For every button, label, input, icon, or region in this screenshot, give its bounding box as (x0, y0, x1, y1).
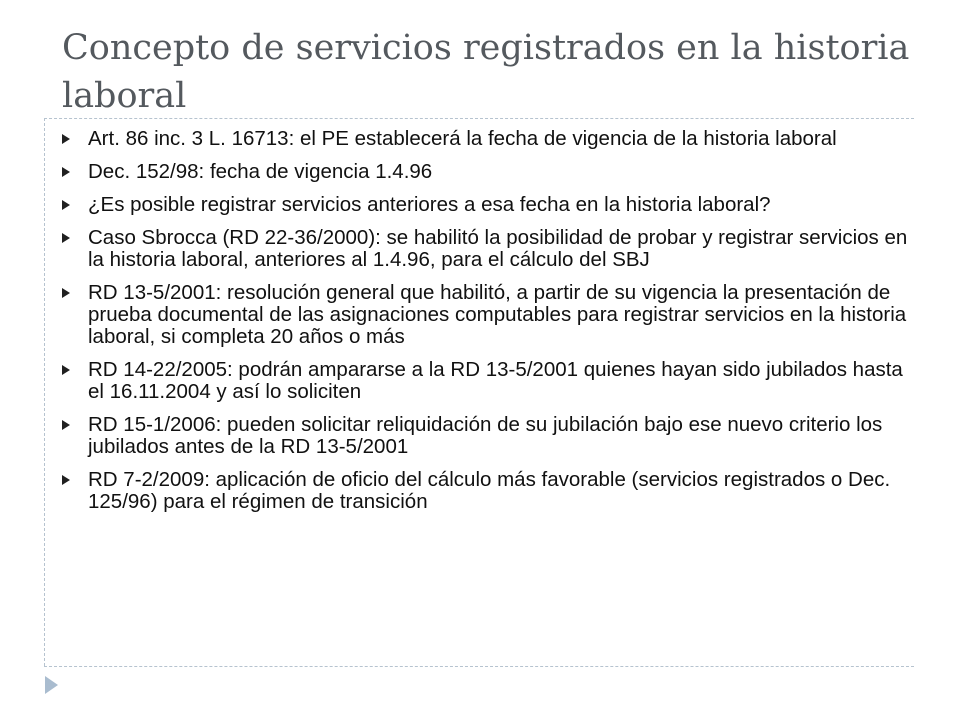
bullet-item (62, 194, 912, 216)
bullet-item (62, 227, 912, 271)
bullet-text: RD 14-22/2005: podrán ampararse a la RD 13-5/2001 quienes hayan sido jubilados hasta el 16.11.2004 y así lo soliciten (88, 358, 903, 403)
triangle-bullet-icon (62, 365, 70, 375)
bullet-text: RD 13-5/2001: resolución general que habilitó, a partir de su vigencia la presentación de prueba documental de las asignaciones computables para registrar servicios en la historia laboral, si completa 20 años o más (88, 281, 907, 348)
triangle-bullet-icon (62, 475, 70, 485)
bullet-text: Art. 86 inc. 3 L. 16713: el PE establecerá la fecha de vigencia de la historia laboral (88, 127, 837, 150)
bullet-item (62, 161, 912, 183)
bullet-list (62, 128, 912, 524)
bullet-item (62, 359, 912, 403)
bottom-divider (44, 666, 914, 667)
bullet-item (62, 282, 912, 348)
slide-title: Concepto de servicios registrados en la historia laboral (62, 28, 910, 116)
bullet-text: Caso Sbrocca (RD 22-36/2000): se habilitó la posibilidad de probar y registrar servicios en la historia laboral, anteriores al 1.4.96, para el cálculo del SBJ (88, 226, 908, 271)
triangle-bullet-icon (62, 200, 70, 210)
triangle-bullet-icon (62, 288, 70, 298)
triangle-bullet-icon (62, 167, 70, 177)
triangle-bullet-icon (62, 420, 70, 430)
triangle-bullet-icon (62, 134, 70, 144)
bullet-item (62, 414, 912, 458)
bullet-text: RD 7-2/2009: aplicación de oficio del cálculo más favorable (servicios registrados o Dec. 125/96) para el régimen de transición (88, 468, 891, 513)
bullet-item (62, 128, 912, 150)
triangle-bullet-icon (62, 233, 70, 243)
bullet-item (62, 469, 912, 513)
bullet-text: RD 15-1/2006: pueden solicitar reliquidación de su jubilación bajo ese nuevo criterio los jubilados antes de la RD 13-5/2001 (88, 413, 883, 458)
bullet-text: Dec. 152/98: fecha de vigencia 1.4.96 (88, 160, 433, 183)
bullet-text: ¿Es posible registrar servicios anteriores a esa fecha en la historia laboral? (88, 193, 771, 216)
triangle-marker-icon (45, 676, 58, 694)
top-divider (44, 118, 914, 119)
left-divider (44, 118, 45, 666)
